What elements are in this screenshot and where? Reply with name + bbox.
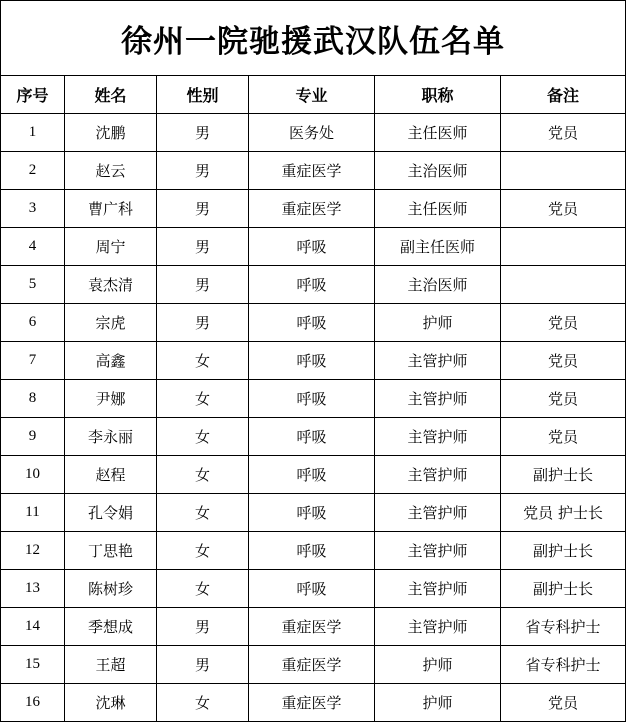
cell-name: 季想成: [65, 608, 157, 646]
cell-no: 10: [1, 456, 65, 494]
cell-sex: 女: [157, 570, 249, 608]
table-row: [1, 228, 626, 266]
cell-no: 8: [1, 380, 65, 418]
cell-title: 主管护师: [375, 418, 501, 456]
cell-major: 呼吸: [249, 342, 375, 380]
cell-note: 省专科护士: [501, 646, 626, 684]
cell-note: [501, 266, 626, 304]
cell-major: 重症医学: [249, 684, 375, 722]
cell-note: [501, 228, 626, 266]
cell-no: 4: [1, 228, 65, 266]
cell-title: 主管护师: [375, 570, 501, 608]
cell-name: 李永丽: [65, 418, 157, 456]
cell-major: 呼吸: [249, 456, 375, 494]
cell-no: 5: [1, 266, 65, 304]
cell-title: 主管护师: [375, 494, 501, 532]
header-sex: 性别: [157, 76, 249, 114]
cell-title: 护师: [375, 304, 501, 342]
cell-title: 主管护师: [375, 608, 501, 646]
table-row: [1, 380, 626, 418]
table-row: [1, 570, 626, 608]
cell-no: 7: [1, 342, 65, 380]
cell-sex: 男: [157, 608, 249, 646]
table-row: [1, 684, 626, 722]
header-row: [1, 76, 626, 114]
cell-note: 党员: [501, 418, 626, 456]
cell-major: 呼吸: [249, 304, 375, 342]
cell-no: 3: [1, 190, 65, 228]
cell-no: 11: [1, 494, 65, 532]
cell-note: 党员: [501, 684, 626, 722]
cell-note: [501, 152, 626, 190]
cell-sex: 女: [157, 456, 249, 494]
table-row: [1, 342, 626, 380]
cell-sex: 男: [157, 114, 249, 152]
cell-title: 主任医师: [375, 114, 501, 152]
cell-sex: 男: [157, 304, 249, 342]
cell-sex: 女: [157, 380, 249, 418]
cell-name: 赵云: [65, 152, 157, 190]
cell-major: 呼吸: [249, 570, 375, 608]
cell-note: 党员: [501, 304, 626, 342]
cell-name: 袁杰清: [65, 266, 157, 304]
cell-major: 呼吸: [249, 380, 375, 418]
cell-sex: 男: [157, 190, 249, 228]
cell-no: 15: [1, 646, 65, 684]
table-row: [1, 152, 626, 190]
cell-title: 主管护师: [375, 456, 501, 494]
cell-name: 宗虎: [65, 304, 157, 342]
title-row: [1, 1, 626, 76]
header-name: 姓名: [65, 76, 157, 114]
cell-sex: 男: [157, 646, 249, 684]
cell-major: 重症医学: [249, 646, 375, 684]
header-no: 序号: [1, 76, 65, 114]
cell-major: 呼吸: [249, 418, 375, 456]
cell-note: 党员: [501, 342, 626, 380]
cell-title: 主治医师: [375, 152, 501, 190]
header-note: 备注: [501, 76, 626, 114]
cell-no: 9: [1, 418, 65, 456]
header-major: 专业: [249, 76, 375, 114]
table-row: [1, 190, 626, 228]
cell-name: 王超: [65, 646, 157, 684]
cell-name: 孔令娟: [65, 494, 157, 532]
table-row: [1, 608, 626, 646]
cell-title: 主任医师: [375, 190, 501, 228]
cell-major: 呼吸: [249, 228, 375, 266]
cell-no: 13: [1, 570, 65, 608]
table-row: [1, 418, 626, 456]
cell-note: 副护士长: [501, 532, 626, 570]
cell-name: 赵程: [65, 456, 157, 494]
cell-major: 重症医学: [249, 608, 375, 646]
cell-title: 主管护师: [375, 380, 501, 418]
cell-name: 沈鹏: [65, 114, 157, 152]
cell-sex: 女: [157, 532, 249, 570]
cell-note: 副护士长: [501, 570, 626, 608]
cell-name: 曹广科: [65, 190, 157, 228]
cell-name: 丁思艳: [65, 532, 157, 570]
table-row: [1, 114, 626, 152]
cell-title: 护师: [375, 646, 501, 684]
cell-name: 周宁: [65, 228, 157, 266]
cell-note: 党员 护士长: [501, 494, 626, 532]
cell-sex: 女: [157, 342, 249, 380]
cell-major: 重症医学: [249, 152, 375, 190]
cell-major: 呼吸: [249, 494, 375, 532]
cell-no: 1: [1, 114, 65, 152]
cell-note: 党员: [501, 190, 626, 228]
table-row: [1, 494, 626, 532]
cell-major: 医务处: [249, 114, 375, 152]
page-title: 徐州一院驰援武汉队伍名单: [1, 1, 626, 76]
cell-title: 主管护师: [375, 342, 501, 380]
cell-no: 6: [1, 304, 65, 342]
cell-sex: 男: [157, 228, 249, 266]
cell-note: 副护士长: [501, 456, 626, 494]
cell-sex: 男: [157, 266, 249, 304]
cell-note: 党员: [501, 114, 626, 152]
cell-sex: 女: [157, 494, 249, 532]
cell-title: 主管护师: [375, 532, 501, 570]
table-row: [1, 304, 626, 342]
cell-title: 主治医师: [375, 266, 501, 304]
cell-name: 陈树珍: [65, 570, 157, 608]
table-row: [1, 532, 626, 570]
table-row: [1, 646, 626, 684]
cell-sex: 女: [157, 418, 249, 456]
header-title: 职称: [375, 76, 501, 114]
cell-no: 2: [1, 152, 65, 190]
cell-sex: 女: [157, 684, 249, 722]
cell-name: 高鑫: [65, 342, 157, 380]
cell-title: 副主任医师: [375, 228, 501, 266]
table-row: [1, 266, 626, 304]
cell-name: 沈琳: [65, 684, 157, 722]
cell-major: 呼吸: [249, 532, 375, 570]
cell-no: 16: [1, 684, 65, 722]
cell-major: 重症医学: [249, 190, 375, 228]
cell-name: 尹娜: [65, 380, 157, 418]
cell-note: 党员: [501, 380, 626, 418]
cell-sex: 男: [157, 152, 249, 190]
cell-no: 12: [1, 532, 65, 570]
cell-no: 14: [1, 608, 65, 646]
cell-title: 护师: [375, 684, 501, 722]
table-row: [1, 456, 626, 494]
cell-major: 呼吸: [249, 266, 375, 304]
cell-note: 省专科护士: [501, 608, 626, 646]
